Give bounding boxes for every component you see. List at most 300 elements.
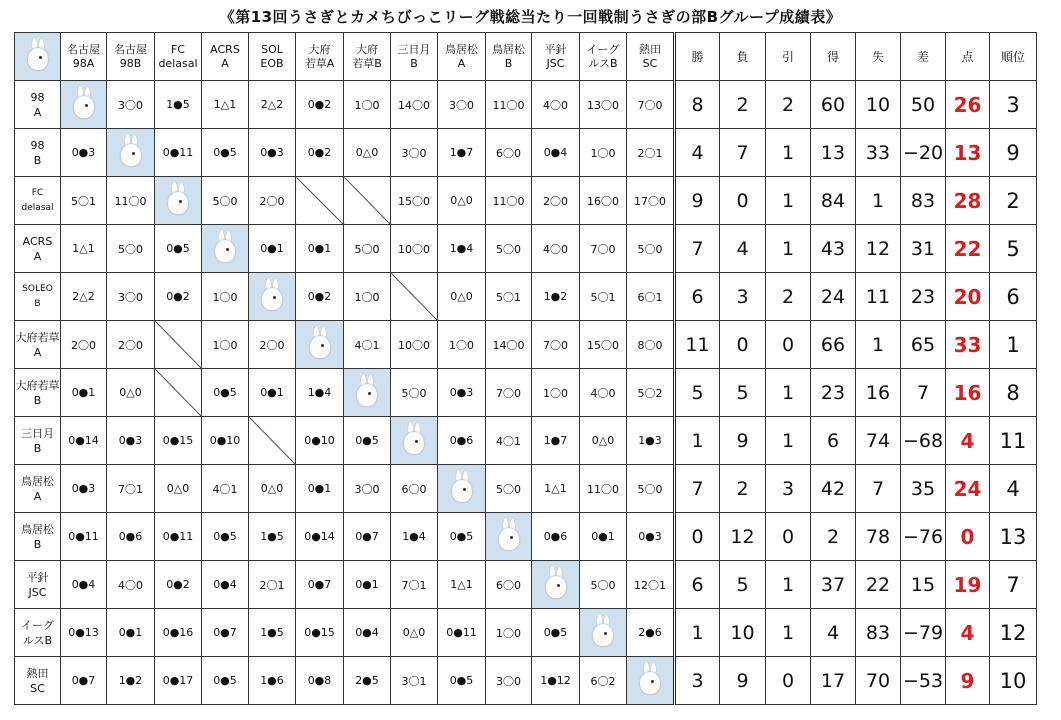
stat-value: 6	[675, 561, 720, 609]
points-value: 4	[946, 609, 990, 657]
rabbit-icon	[258, 278, 286, 312]
stat-value: 42	[811, 465, 856, 513]
match-result-cell: 0●1	[61, 369, 107, 417]
team-name-line2: 若草B	[352, 56, 382, 70]
table-row	[15, 369, 1037, 417]
stat-value: 12	[720, 513, 766, 561]
stat-header: 差	[901, 33, 946, 81]
stat-value: 7	[675, 465, 720, 513]
match-result-cell: 0●14	[61, 417, 107, 465]
team-name-line1: イーグ	[21, 618, 54, 632]
stat-value: 12	[856, 225, 901, 273]
match-result-cell: 1●7	[438, 129, 486, 177]
team-name-line1: FC	[170, 42, 185, 56]
team-name-line1: 平針	[26, 570, 49, 584]
stat-value: 3	[720, 273, 766, 321]
team-name-line2: A	[457, 56, 466, 70]
stat-header: 失	[856, 33, 901, 81]
table-row	[15, 225, 1037, 273]
match-result-cell: 0●4	[344, 609, 391, 657]
stat-value: 1	[856, 177, 901, 225]
match-result-cell: 1●5	[249, 513, 296, 561]
team-name-line1: 鳥居松	[445, 42, 478, 56]
stat-value: 3	[675, 657, 720, 705]
match-result-cell: 0●1	[296, 225, 344, 273]
self-match-cell	[61, 81, 107, 129]
rabbit-icon	[589, 614, 617, 648]
match-result-cell: 5〇0	[391, 369, 438, 417]
row-header-team	[15, 177, 61, 225]
match-result-cell: 11〇0	[486, 81, 532, 129]
match-result-cell: 14〇0	[391, 81, 438, 129]
rabbit-icon	[542, 566, 570, 600]
rabbit-icon	[448, 470, 476, 504]
rabbit-icon	[306, 326, 334, 360]
match-result-cell: 17〇0	[627, 177, 675, 225]
match-result-cell: 0●7	[202, 609, 249, 657]
match-result-cell: 1△1	[202, 81, 249, 129]
stat-header: 引	[766, 33, 811, 81]
stat-value: 16	[856, 369, 901, 417]
stat-value: 10	[720, 609, 766, 657]
column-header-team	[580, 33, 627, 81]
column-header-team	[627, 33, 675, 81]
match-result-cell: 1●5	[249, 609, 296, 657]
team-name-line2: A	[221, 56, 229, 70]
match-result-cell: 0●2	[296, 273, 344, 321]
match-result-cell: 0△0	[344, 129, 391, 177]
self-match-cell	[532, 561, 580, 609]
stat-value: 7	[675, 225, 720, 273]
match-result-cell: 7〇1	[391, 561, 438, 609]
rabbit-icon	[117, 134, 145, 168]
match-result-cell: 0●2	[155, 561, 202, 609]
rank-value: 2	[990, 177, 1037, 225]
match-result-cell: 5〇0	[627, 465, 675, 513]
team-name-line1: 名古屋	[114, 42, 147, 56]
column-header-team	[438, 33, 486, 81]
stat-value: 66	[811, 321, 856, 369]
match-result-cell: 4〇0	[580, 369, 627, 417]
match-result-cell: 1〇0	[438, 321, 486, 369]
stat-value: 60	[811, 81, 856, 129]
stat-value: 1	[675, 417, 720, 465]
rabbit-icon	[353, 374, 381, 408]
table-row	[15, 465, 1037, 513]
match-result-cell: 1●2	[532, 273, 580, 321]
match-result-cell: 2△2	[249, 81, 296, 129]
column-header-team	[107, 33, 155, 81]
no-match-cell	[344, 177, 391, 225]
team-name-line1: 大府若草	[15, 330, 60, 344]
match-result-cell: 7〇1	[107, 465, 155, 513]
match-result-cell: 0●6	[438, 417, 486, 465]
rank-value: 4	[990, 465, 1037, 513]
match-result-cell: 0●5	[532, 609, 580, 657]
match-result-cell: 0●2	[296, 81, 344, 129]
match-result-cell: 0●2	[155, 273, 202, 321]
match-result-cell: 0●8	[296, 657, 344, 705]
team-name-line2: B	[33, 393, 42, 407]
rank-value: 10	[990, 657, 1037, 705]
team-name-line2: B	[410, 56, 418, 70]
row-header-team	[15, 657, 61, 705]
points-value: 0	[946, 513, 990, 561]
team-name-line2: A	[33, 345, 42, 359]
points-value: 20	[946, 273, 990, 321]
team-name-line1: 平針	[544, 42, 567, 56]
match-result-cell: 5〇0	[627, 225, 675, 273]
points-value: 24	[946, 465, 990, 513]
self-match-cell	[155, 177, 202, 225]
points-value: 9	[946, 657, 990, 705]
match-result-cell: 0●1	[249, 369, 296, 417]
match-result-cell: 5〇1	[580, 273, 627, 321]
match-result-cell: 1●2	[107, 657, 155, 705]
team-name-line2: B	[33, 441, 42, 455]
stat-value: 10	[856, 81, 901, 129]
match-result-cell: 2〇0	[249, 321, 296, 369]
points-value: 28	[946, 177, 990, 225]
match-result-cell: 1●5	[155, 81, 202, 129]
match-result-cell: 15〇0	[391, 177, 438, 225]
team-name-line2: 98A	[72, 56, 95, 70]
match-result-cell: 4〇1	[202, 465, 249, 513]
match-result-cell: 0△0	[107, 369, 155, 417]
match-result-cell: 5〇0	[202, 177, 249, 225]
match-result-cell: 3〇0	[438, 81, 486, 129]
stat-value: −53	[901, 657, 946, 705]
table-row	[15, 129, 1037, 177]
match-result-cell: 16〇0	[580, 177, 627, 225]
table-row	[15, 273, 1037, 321]
match-result-cell: 0●6	[532, 513, 580, 561]
points-value: 13	[946, 129, 990, 177]
stat-value: 78	[856, 513, 901, 561]
stat-value: 0	[675, 513, 720, 561]
table-row	[15, 657, 1037, 705]
match-result-cell: 5〇0	[486, 225, 532, 273]
match-result-cell: 2〇0	[61, 321, 107, 369]
stat-value: 17	[811, 657, 856, 705]
team-name-line2: A	[33, 249, 42, 263]
match-result-cell: 0●2	[296, 129, 344, 177]
match-result-cell: 0●5	[202, 129, 249, 177]
stat-header: 順位	[990, 33, 1037, 81]
team-name-line2: JSC	[28, 585, 47, 599]
rabbit-icon	[636, 662, 664, 696]
team-name-line2: 若草A	[304, 56, 335, 70]
team-name-line2: B	[34, 298, 41, 309]
team-name-line1: ACRS	[210, 42, 240, 56]
rabbit-icon	[211, 230, 239, 264]
column-header-team	[344, 33, 391, 81]
team-name-line2: JSC	[546, 56, 565, 70]
match-result-cell: 0●1	[249, 225, 296, 273]
stat-value: −79	[901, 609, 946, 657]
match-result-cell: 12〇1	[627, 561, 675, 609]
self-match-cell	[438, 465, 486, 513]
match-result-cell: 14〇0	[486, 321, 532, 369]
stat-value: 3	[766, 465, 811, 513]
header-row	[15, 33, 1037, 81]
team-name-line2: delasal	[158, 56, 198, 70]
stat-value: 83	[856, 609, 901, 657]
stat-value: 2	[766, 273, 811, 321]
stat-value: 4	[811, 609, 856, 657]
match-result-cell: 0△0	[155, 465, 202, 513]
match-result-cell: 0●5	[344, 417, 391, 465]
match-result-cell: 6〇0	[486, 561, 532, 609]
row-header-team	[15, 129, 61, 177]
no-match-cell	[155, 369, 202, 417]
match-result-cell: 2●5	[344, 657, 391, 705]
team-name-line1: ACRS	[22, 234, 53, 248]
no-match-cell	[249, 417, 296, 465]
match-result-cell: 6〇2	[580, 657, 627, 705]
match-result-cell: 0●5	[202, 513, 249, 561]
stat-value: 1	[766, 369, 811, 417]
stat-value: 0	[766, 321, 811, 369]
stat-value: 1	[766, 225, 811, 273]
rank-value: 1	[990, 321, 1037, 369]
stat-value: 74	[856, 417, 901, 465]
self-match-cell	[580, 609, 627, 657]
match-result-cell: 0△0	[391, 609, 438, 657]
stat-header: 点	[946, 33, 990, 81]
match-result-cell: 0●5	[438, 657, 486, 705]
self-match-cell	[202, 225, 249, 273]
match-result-cell: 2●6	[627, 609, 675, 657]
points-value: 16	[946, 369, 990, 417]
team-name-line1: 大府	[308, 42, 331, 56]
stat-value: 1	[766, 417, 811, 465]
team-name-line1: 98	[30, 138, 45, 152]
team-name-line2: B	[33, 537, 42, 551]
match-result-cell: 3〇1	[391, 657, 438, 705]
match-result-cell: 0△0	[438, 177, 486, 225]
match-result-cell: 3〇0	[391, 129, 438, 177]
no-match-cell	[155, 321, 202, 369]
match-result-cell: 0●1	[580, 513, 627, 561]
points-value: 22	[946, 225, 990, 273]
rabbit-icon	[495, 518, 523, 552]
column-header-team	[155, 33, 202, 81]
stat-value: 5	[675, 369, 720, 417]
match-result-cell: 10〇0	[391, 225, 438, 273]
rank-value: 11	[990, 417, 1037, 465]
match-result-cell: 11〇0	[486, 177, 532, 225]
match-result-cell: 2〇1	[249, 561, 296, 609]
match-result-cell: 0●3	[61, 129, 107, 177]
stat-value: 15	[901, 561, 946, 609]
match-result-cell: 11〇0	[107, 177, 155, 225]
rabbit-icon	[70, 86, 98, 120]
match-result-cell: 1●4	[296, 369, 344, 417]
match-result-cell: 4〇1	[486, 417, 532, 465]
team-name-line1: SOLEO	[22, 283, 53, 294]
corner-cell	[15, 33, 61, 81]
match-result-cell: 0●6	[107, 513, 155, 561]
team-name-line1: イーグ	[586, 42, 620, 56]
points-value: 26	[946, 81, 990, 129]
match-result-cell: 4〇1	[344, 321, 391, 369]
stat-value: −76	[901, 513, 946, 561]
no-match-cell	[296, 177, 344, 225]
match-result-cell: 8〇0	[627, 321, 675, 369]
match-result-cell: 3〇0	[486, 657, 532, 705]
team-name-line1: 98	[30, 90, 45, 104]
match-result-cell: 2△2	[61, 273, 107, 321]
match-result-cell: 0●4	[202, 561, 249, 609]
match-result-cell: 7〇0	[486, 369, 532, 417]
match-result-cell: 4〇0	[532, 225, 580, 273]
match-result-cell: 0●5	[202, 657, 249, 705]
match-result-cell: 1●12	[532, 657, 580, 705]
match-result-cell: 0●4	[61, 561, 107, 609]
stat-value: 50	[901, 81, 946, 129]
match-result-cell: 1●4	[391, 513, 438, 561]
rabbit-icon	[164, 182, 192, 216]
stat-value: 8	[675, 81, 720, 129]
team-name-line2: SC	[642, 56, 658, 70]
team-name-line2: A	[33, 489, 42, 503]
match-result-cell: 1△1	[532, 465, 580, 513]
self-match-cell	[391, 417, 438, 465]
column-header-team	[61, 33, 107, 81]
match-result-cell: 0●16	[155, 609, 202, 657]
match-result-cell: 0●1	[344, 561, 391, 609]
table-row	[15, 81, 1037, 129]
stat-value: 83	[901, 177, 946, 225]
match-result-cell: 0●11	[61, 513, 107, 561]
stat-value: 7	[720, 129, 766, 177]
team-name-line2: B	[33, 153, 42, 167]
match-result-cell: 2〇1	[627, 129, 675, 177]
row-header-team	[15, 417, 61, 465]
self-match-cell	[344, 369, 391, 417]
row-header-team	[15, 465, 61, 513]
match-result-cell: 5〇0	[344, 225, 391, 273]
match-result-cell: 0●7	[296, 561, 344, 609]
match-result-cell: 1〇0	[202, 273, 249, 321]
match-result-cell: 0●4	[532, 129, 580, 177]
team-name-line1: 大府若草	[15, 378, 60, 392]
row-header-team	[15, 369, 61, 417]
stat-value: 9	[675, 177, 720, 225]
points-value: 4	[946, 417, 990, 465]
stat-value: 5	[720, 561, 766, 609]
stat-value: 4	[675, 129, 720, 177]
row-header-team	[15, 513, 61, 561]
match-result-cell: 1〇0	[344, 81, 391, 129]
match-result-cell: 7〇0	[532, 321, 580, 369]
stat-value: 1	[675, 609, 720, 657]
stat-value: 11	[856, 273, 901, 321]
match-result-cell: 0●1	[107, 609, 155, 657]
row-header-team	[15, 273, 61, 321]
stat-value: 0	[720, 321, 766, 369]
stat-value: 84	[811, 177, 856, 225]
column-header-team	[202, 33, 249, 81]
match-result-cell: 0●11	[438, 609, 486, 657]
standings-table-wrapper	[14, 32, 1037, 705]
match-result-cell: 0●15	[155, 417, 202, 465]
team-name-line1: FC	[31, 187, 44, 198]
page-title: 《第13回うさぎとカメちびっこリーグ戦総当たり一回戦制うさぎの部Bグループ成績表》	[219, 8, 842, 26]
column-header-team	[249, 33, 296, 81]
match-result-cell: 0●5	[155, 225, 202, 273]
match-result-cell: 6〇0	[486, 129, 532, 177]
team-name-line2: EOB	[260, 56, 284, 70]
match-result-cell: 0●10	[202, 417, 249, 465]
stat-value: 9	[720, 417, 766, 465]
team-name-line1: 名古屋	[67, 42, 100, 56]
stat-value: 1	[766, 177, 811, 225]
match-result-cell: 6〇0	[391, 465, 438, 513]
points-value: 19	[946, 561, 990, 609]
stat-header: 負	[720, 33, 766, 81]
team-name-line1: 熱田	[26, 666, 49, 680]
stat-value: 7	[901, 369, 946, 417]
table-row	[15, 513, 1037, 561]
stat-value: 0	[766, 513, 811, 561]
row-header-team	[15, 225, 61, 273]
stat-value: 1	[766, 561, 811, 609]
stat-value: 7	[856, 465, 901, 513]
self-match-cell	[627, 657, 675, 705]
stat-value: 33	[856, 129, 901, 177]
match-result-cell: 1△1	[61, 225, 107, 273]
column-header-team	[486, 33, 532, 81]
stat-value: −20	[901, 129, 946, 177]
stat-header: 勝	[675, 33, 720, 81]
team-name-line1: 鳥居松	[21, 474, 54, 488]
match-result-cell: 5〇0	[107, 225, 155, 273]
match-result-cell: 0●3	[61, 465, 107, 513]
stat-value: 65	[901, 321, 946, 369]
team-name-line2: 98B	[119, 56, 142, 70]
match-result-cell: 13〇0	[580, 81, 627, 129]
team-name-line1: 大府	[356, 42, 378, 56]
stat-value: 0	[766, 657, 811, 705]
match-result-cell: 0●3	[249, 129, 296, 177]
rank-value: 5	[990, 225, 1037, 273]
match-result-cell: 1〇0	[202, 321, 249, 369]
self-match-cell	[296, 321, 344, 369]
team-name-line2: delasal	[21, 202, 54, 213]
team-name-line2: A	[33, 105, 42, 119]
stat-value: 1	[766, 129, 811, 177]
match-result-cell: 0●7	[344, 513, 391, 561]
stat-value: 4	[720, 225, 766, 273]
match-result-cell: 15〇0	[580, 321, 627, 369]
self-match-cell	[249, 273, 296, 321]
match-result-cell: 3〇0	[344, 465, 391, 513]
match-result-cell: 0●15	[296, 609, 344, 657]
row-header-team	[15, 81, 61, 129]
stat-value: 22	[856, 561, 901, 609]
match-result-cell: 11〇0	[580, 465, 627, 513]
match-result-cell: 0●10	[296, 417, 344, 465]
team-name-line2: SC	[30, 681, 45, 695]
match-result-cell: 5〇1	[486, 273, 532, 321]
stat-value: 5	[720, 369, 766, 417]
match-result-cell: 0△0	[249, 465, 296, 513]
match-result-cell: 1●7	[532, 417, 580, 465]
table-row	[15, 321, 1037, 369]
team-name-line1: 三日月	[397, 42, 431, 56]
